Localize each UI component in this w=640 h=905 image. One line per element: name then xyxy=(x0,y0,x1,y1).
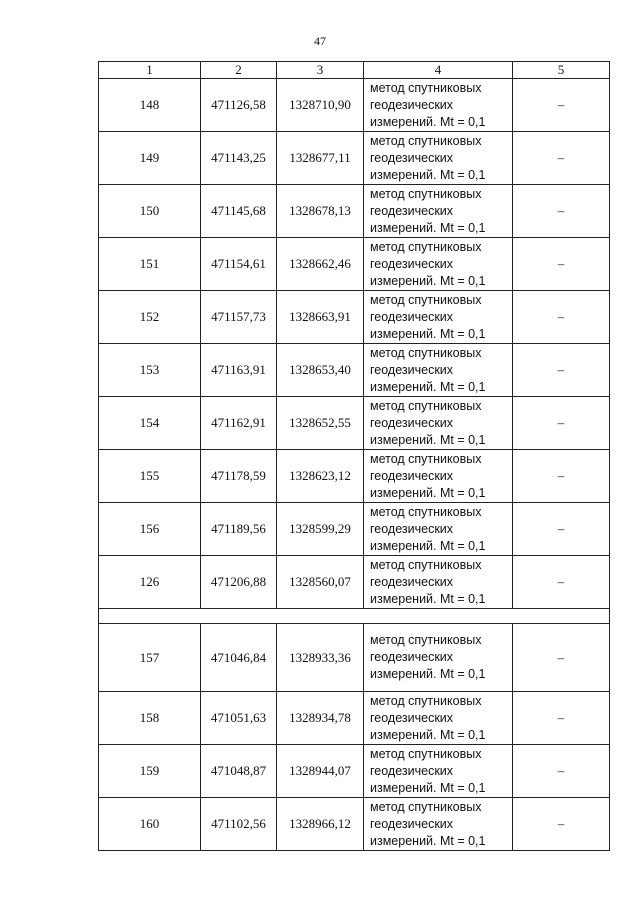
method-description xyxy=(364,291,513,344)
method-line: геодезических xyxy=(370,97,454,112)
coordinate-x: 471051,63 xyxy=(201,692,277,745)
coordinate-x: 471046,84 xyxy=(201,624,277,692)
table-row xyxy=(99,745,610,798)
method-line: метод спутниковых xyxy=(370,239,482,254)
coordinate-y: 1328966,12 xyxy=(277,798,364,851)
method-line: метод спутниковых xyxy=(370,292,482,307)
method-line: метод спутниковых xyxy=(370,693,482,708)
table-row xyxy=(99,344,610,397)
method-description xyxy=(364,745,513,798)
separator-cell xyxy=(99,609,610,624)
method-line: измерений. Mt = 0,1 xyxy=(370,667,486,681)
method-line: метод спутниковых xyxy=(370,799,482,814)
method-line: метод спутниковых xyxy=(370,345,482,360)
method-line: геодезических xyxy=(370,521,454,536)
note-dash: – xyxy=(513,450,610,503)
coordinate-y: 1328623,12 xyxy=(277,450,364,503)
method-line: геодезических xyxy=(370,256,454,271)
header-row xyxy=(99,62,610,79)
method-line: измерений. Mt = 0,1 xyxy=(370,167,486,182)
method-line: измерений. Mt = 0,1 xyxy=(370,538,486,553)
method-line: геодезических xyxy=(370,650,454,664)
note-dash: – xyxy=(513,132,610,185)
column-header-3: 3 xyxy=(277,62,364,79)
method-line: измерений. Mt = 0,1 xyxy=(370,220,486,235)
point-number: 160 xyxy=(99,798,201,851)
point-number: 154 xyxy=(99,397,201,450)
method-line: геодезических xyxy=(370,763,454,778)
note-dash: – xyxy=(513,745,610,798)
note-dash: – xyxy=(513,79,610,132)
note-dash: – xyxy=(513,185,610,238)
coordinate-x: 471178,59 xyxy=(201,450,277,503)
method-line: измерений. Mt = 0,1 xyxy=(370,326,486,341)
note-dash: – xyxy=(513,344,610,397)
coordinate-y: 1328934,78 xyxy=(277,692,364,745)
method-line: метод спутниковых xyxy=(370,398,482,413)
method-description xyxy=(364,132,513,185)
coordinates-table xyxy=(98,61,610,851)
method-line: геодезических xyxy=(370,816,454,831)
method-line: геодезических xyxy=(370,468,454,483)
method-description xyxy=(364,450,513,503)
column-header-1: 1 xyxy=(99,62,201,79)
point-number: 126 xyxy=(99,556,201,609)
coordinate-y: 1328599,29 xyxy=(277,503,364,556)
method-line: геодезических xyxy=(370,415,454,430)
coordinate-y: 1328933,36 xyxy=(277,624,364,692)
point-number: 156 xyxy=(99,503,201,556)
method-line: измерений. Mt = 0,1 xyxy=(370,273,486,288)
point-number: 157 xyxy=(99,624,201,692)
coordinate-x: 471189,56 xyxy=(201,503,277,556)
method-description xyxy=(364,503,513,556)
coordinate-y: 1328560,07 xyxy=(277,556,364,609)
point-number: 158 xyxy=(99,692,201,745)
method-line: измерений. Mt = 0,1 xyxy=(370,591,486,606)
table-row xyxy=(99,79,610,132)
method-line: измерений. Mt = 0,1 xyxy=(370,485,486,500)
method-line: метод спутниковых xyxy=(370,557,482,572)
method-line: геодезических xyxy=(370,710,454,725)
method-description xyxy=(364,344,513,397)
table-row xyxy=(99,397,610,450)
point-number: 155 xyxy=(99,450,201,503)
method-line: измерений. Mt = 0,1 xyxy=(370,379,486,394)
coordinate-y: 1328663,91 xyxy=(277,291,364,344)
method-description xyxy=(364,79,513,132)
coordinate-x: 471163,91 xyxy=(201,344,277,397)
coordinate-x: 471143,25 xyxy=(201,132,277,185)
coordinate-x: 471145,68 xyxy=(201,185,277,238)
coordinate-x: 471102,56 xyxy=(201,798,277,851)
method-line: метод спутниковых xyxy=(370,746,482,761)
coordinate-x: 471157,73 xyxy=(201,291,277,344)
method-description xyxy=(364,185,513,238)
method-description xyxy=(364,798,513,851)
table-row xyxy=(99,238,610,291)
point-number: 148 xyxy=(99,79,201,132)
table-row xyxy=(99,556,610,609)
method-line: метод спутниковых xyxy=(370,80,482,95)
table-row xyxy=(99,291,610,344)
coordinate-y: 1328678,13 xyxy=(277,185,364,238)
note-dash: – xyxy=(513,624,610,692)
note-dash: – xyxy=(513,798,610,851)
point-number: 150 xyxy=(99,185,201,238)
point-number: 153 xyxy=(99,344,201,397)
column-header-5: 5 xyxy=(513,62,610,79)
point-number: 149 xyxy=(99,132,201,185)
point-number: 151 xyxy=(99,238,201,291)
point-number: 152 xyxy=(99,291,201,344)
table-row xyxy=(99,798,610,851)
table-row xyxy=(99,185,610,238)
table-body xyxy=(99,79,610,851)
coordinate-y: 1328944,07 xyxy=(277,745,364,798)
coordinate-y: 1328677,11 xyxy=(277,132,364,185)
coordinate-y: 1328710,90 xyxy=(277,79,364,132)
coordinate-y: 1328653,40 xyxy=(277,344,364,397)
method-line: геодезических xyxy=(370,309,454,324)
coordinate-x: 471154,61 xyxy=(201,238,277,291)
method-line: геодезических xyxy=(370,362,454,377)
method-line: геодезических xyxy=(370,150,454,165)
method-description xyxy=(364,692,513,745)
note-dash: – xyxy=(513,291,610,344)
coordinate-x: 471162,91 xyxy=(201,397,277,450)
note-dash: – xyxy=(513,397,610,450)
table-row xyxy=(99,132,610,185)
method-line: измерений. Mt = 0,1 xyxy=(370,833,486,848)
method-line: метод спутниковых xyxy=(370,186,482,201)
note-dash: – xyxy=(513,692,610,745)
method-line: метод спутниковых xyxy=(370,633,482,647)
page-number: 47 xyxy=(314,34,326,48)
table-row xyxy=(99,692,610,745)
method-description xyxy=(364,397,513,450)
separator-row xyxy=(99,609,610,624)
method-description xyxy=(364,556,513,609)
point-number: 159 xyxy=(99,745,201,798)
coordinate-y: 1328652,55 xyxy=(277,397,364,450)
note-dash: – xyxy=(513,503,610,556)
method-line: метод спутниковых xyxy=(370,504,482,519)
coordinate-x: 471206,88 xyxy=(201,556,277,609)
method-line: измерений. Mt = 0,1 xyxy=(370,114,486,129)
table-row xyxy=(99,450,610,503)
method-line: геодезических xyxy=(370,574,454,589)
table-row xyxy=(99,624,610,692)
method-line: измерений. Mt = 0,1 xyxy=(370,727,486,742)
method-line: метод спутниковых xyxy=(370,133,482,148)
coordinate-x: 471126,58 xyxy=(201,79,277,132)
column-header-2: 2 xyxy=(201,62,277,79)
method-description xyxy=(364,624,513,692)
method-line: измерений. Mt = 0,1 xyxy=(370,780,486,795)
column-header-4: 4 xyxy=(364,62,513,79)
coordinate-y: 1328662,46 xyxy=(277,238,364,291)
coordinate-x: 471048,87 xyxy=(201,745,277,798)
method-line: метод спутниковых xyxy=(370,451,482,466)
method-line: измерений. Mt = 0,1 xyxy=(370,432,486,447)
method-line: геодезических xyxy=(370,203,454,218)
table-row xyxy=(99,503,610,556)
method-description xyxy=(364,238,513,291)
note-dash: – xyxy=(513,556,610,609)
note-dash: – xyxy=(513,238,610,291)
